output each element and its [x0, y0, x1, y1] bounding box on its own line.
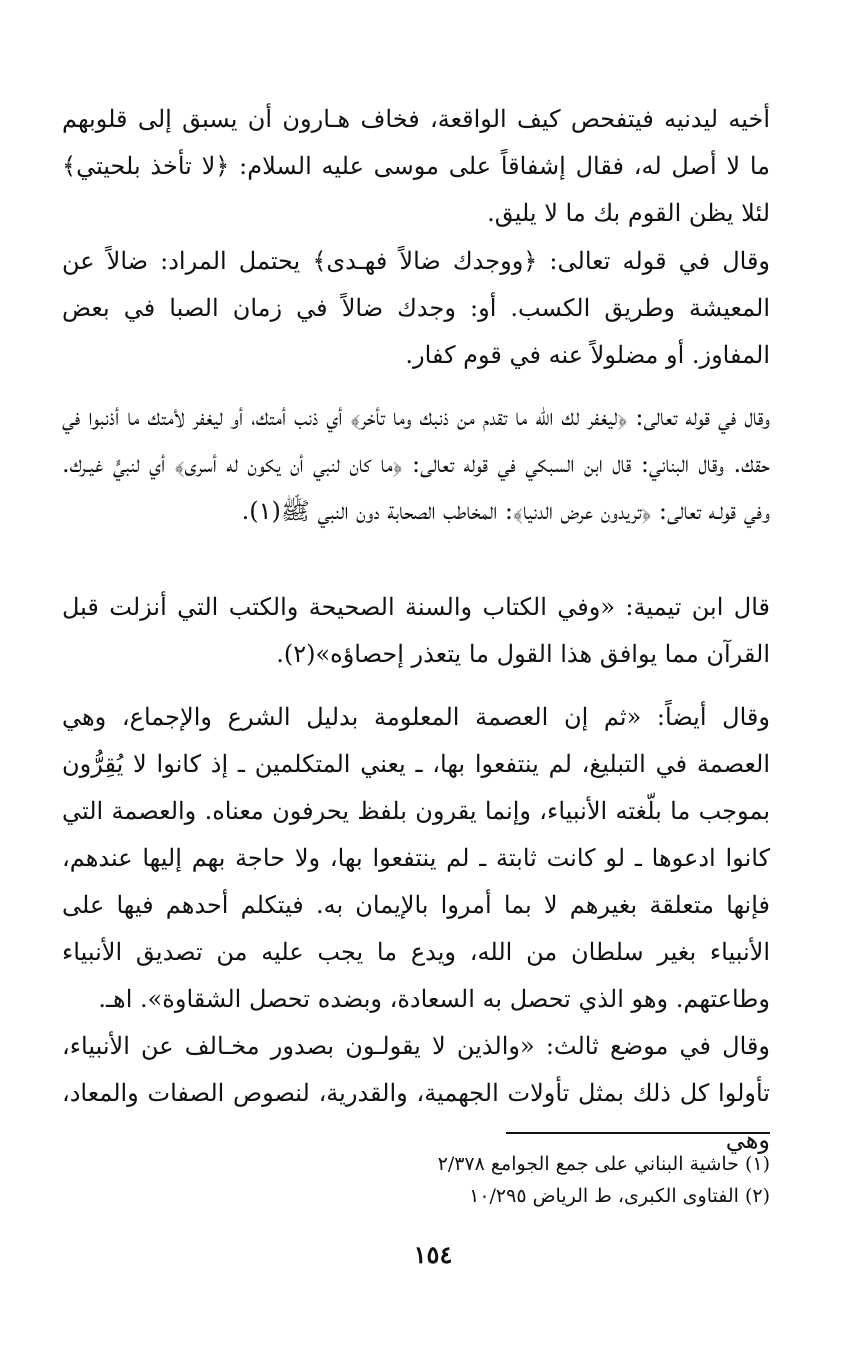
footnote-2: (٢) الفتاوى الكبرى، ط الرياض ١٠/٢٩٥ [469, 1185, 770, 1207]
paragraph: وقال في موضع ثالث: «والذين لا يقولـون بصدور مخـالف عن الأنبياء، تأولوا كل ذلك بمثل تأولات الجهمية، والقدرية، لنصوص الصفات والمعاد، وهي [62, 1032, 770, 1154]
paragraph: أخيه ليدنيه فيتفحص كيف الواقعة، فخاف هـارون أن يسبق إلى قلوبهم ما لا أصل له، فقال إشفاقاً على موسى عليه السلام: ﴿لا تأخذ بلحيتي﴾ لئلا يظن القوم بك ما لا يليق. [62, 105, 770, 227]
paragraph: وقال أيضاً: «ثم إن العصمة المعلومة بدليل الشرع والإجماع، وهي العصمة في التبليغ، لم ينتفعوا بها، ـ يعني المتكلمين ـ إذ كانوا لا يُقِرُّون بموجب ما بلّغته الأنبياء، وإنما يقرون بلفظ يحرفون معناه. والعصمة التي كانوا ادعوها ـ لو كانت ثابتة ـ لم ينتفعوا بها، ولا حاجة بهم إليها عندهم، فإنها متعلقة بغيرهم لا بما أمروا بالإيمان به. فيتكلم أحدهم فيها على الأنبياء بغير سلطان من الله، ويدع ما يجب عليه من تصديق الأنبياء وطاعتهم. وهو الذي تحصل به السعادة، وبضده تحصل الشقاوة». اهـ. [62, 703, 770, 1013]
footnotes [360, 1148, 770, 1212]
paragraph: وقال في قوله تعالى: ﴿ووجدك ضالاً فهـدى﴾ يحتمل المراد: ضالاً عن المعيشة وطريق الكسب. أو: وجدك ضالاً في زمان الصبا في بعض المفاوز. أو مضلولاً عنه في قوم كفار. [62, 247, 771, 369]
page-number: ١٥٤ [413, 1240, 453, 1269]
paragraph: قال ابن تيمية: «وفي الكتاب والسنة الصحيحة والكتب التي أنزلت قبل القرآن مما يوافق هذا القول ما يتعذر إحصاؤه»(٢). [62, 593, 770, 668]
footnote-divider [506, 1132, 770, 1134]
paragraph: وقال في قوله تعالى: ﴿ليغفر لك الله ما تقدم من ذنبك وما تأخر﴾ أي ذنب أمتك، أو ليغفر لأمتك ما أذنبوا في حقك. وقال البناني: قال ابن السبكي في قوله تعالى: ﴿ما كان لنبي أن يكون له أسرى﴾ أي لنبيٍّ غيـرك. وفي قولـه تعالى: ﴿تريدون عرض الدنيا﴾: المخاطب الصحابة دون النبي ﷺ(١). [62, 403, 770, 525]
footnote-1: (١) حاشية البناني على جمع الجوامع ٢/٣٧٨ [437, 1153, 770, 1175]
